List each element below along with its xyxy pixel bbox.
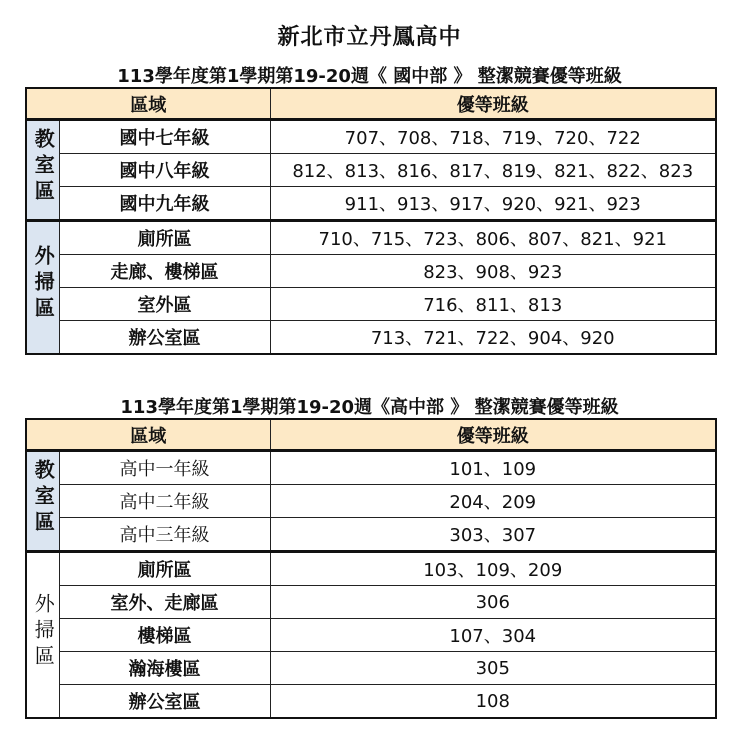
classes-cell: 103、109、209 (270, 552, 716, 586)
junior-high-section-title: 113學年度第1學期第19-20週《 國中部 》 整潔競賽優等班級 (117, 66, 622, 87)
school-title: 新北市立丹鳳高中 (277, 25, 462, 50)
area-cell: 樓梯區 (59, 619, 270, 652)
classes-cell: 303、307 (270, 518, 716, 552)
classes-cell: 204、209 (270, 485, 716, 518)
table-row (26, 288, 716, 321)
classes-cell: 713、721、722、904、920 (270, 321, 716, 355)
table-header-row (26, 88, 716, 120)
area-cell: 國中九年級 (59, 187, 270, 221)
zone-classroom-text: 教室區 (31, 458, 56, 537)
table-row (26, 187, 716, 221)
classes-cell: 707、708、718、719、720、722 (270, 120, 716, 154)
zone-outdoor-text: 外掃區 (31, 245, 56, 323)
area-cell: 廁所區 (59, 552, 270, 586)
header-classes: 優等班級 (270, 419, 716, 451)
area-cell: 瀚海樓區 (59, 652, 270, 685)
table-row (26, 255, 716, 288)
classes-cell: 812、813、816、817、819、821、822、823 (270, 154, 716, 187)
area-cell: 廁所區 (59, 221, 270, 255)
area-cell: 室外區 (59, 288, 270, 321)
classes-cell: 101、109 (270, 451, 716, 485)
classes-cell: 710、715、723、806、807、821、921 (270, 221, 716, 255)
area-cell: 國中七年級 (59, 120, 270, 154)
table-row (26, 120, 716, 154)
table-row (26, 451, 716, 485)
zone-classroom-label (26, 120, 59, 221)
classes-cell: 305 (270, 652, 716, 685)
senior-high-section-title: 113學年度第1學期第19-20週《高中部 》 整潔競賽優等班級 (120, 397, 619, 418)
classes-cell: 716、811、813 (270, 288, 716, 321)
header-classes: 優等班級 (270, 88, 716, 120)
area-cell: 走廊、樓梯區 (59, 255, 270, 288)
zone-outdoor-label (26, 221, 59, 355)
senior-high-award-table (25, 418, 717, 719)
area-cell: 高中一年級 (59, 451, 270, 485)
table-row (26, 221, 716, 255)
table-row (26, 321, 716, 355)
table-row (26, 154, 716, 187)
classes-cell: 823、908、923 (270, 255, 716, 288)
table-header-row (26, 419, 716, 451)
area-cell: 辦公室區 (59, 685, 270, 719)
area-cell: 高中二年級 (59, 485, 270, 518)
table-row (26, 652, 716, 685)
table-row (26, 685, 716, 719)
zone-outdoor-text: 外掃區 (31, 592, 56, 671)
classes-cell: 108 (270, 685, 716, 719)
classes-cell: 306 (270, 586, 716, 619)
area-cell: 高中三年級 (59, 518, 270, 552)
table-row (26, 485, 716, 518)
table-row (26, 552, 716, 586)
classes-cell: 107、304 (270, 619, 716, 652)
header-area: 區域 (26, 419, 270, 451)
area-cell: 辦公室區 (59, 321, 270, 355)
header-area: 區域 (26, 88, 270, 120)
area-cell: 國中八年級 (59, 154, 270, 187)
area-cell: 室外、走廊區 (59, 586, 270, 619)
table-row (26, 518, 716, 552)
table-row (26, 586, 716, 619)
zone-classroom-text: 教室區 (31, 127, 56, 206)
zone-classroom-label (26, 451, 59, 552)
classes-cell: 911、913、917、920、921、923 (270, 187, 716, 221)
junior-high-award-table (25, 87, 717, 355)
zone-outdoor-label (26, 552, 59, 719)
table-row (26, 619, 716, 652)
